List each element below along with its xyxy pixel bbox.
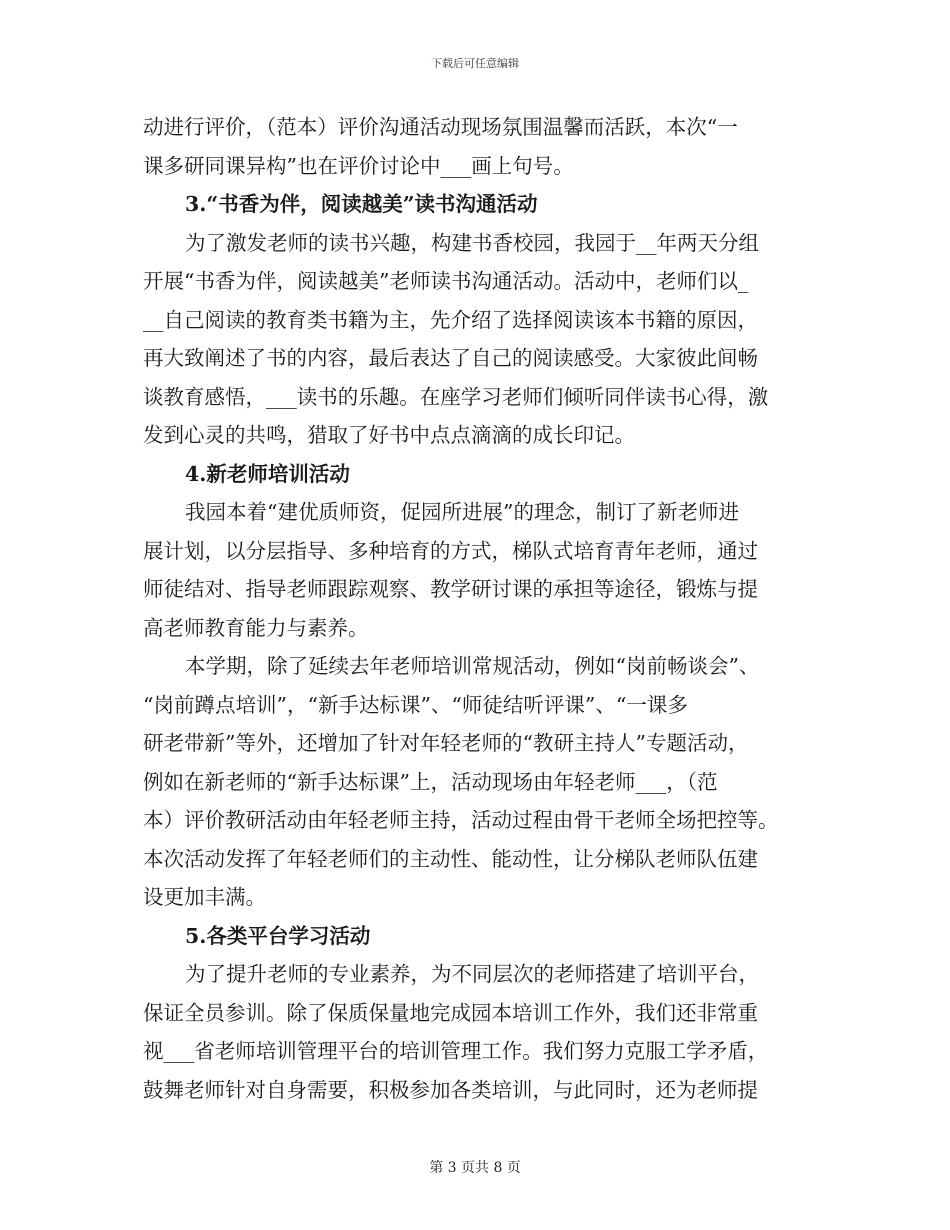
document-body: [143, 108, 809, 1109]
body-text-line: 为了激发老师的读书兴趣，构建书香校园，我园于__年两天分组: [185, 230, 759, 255]
body-text-line: 发到心灵的共鸣，猎取了好书中点点滴滴的成长印记。: [143, 423, 635, 447]
body-text-line: 开展“书香为伴，阅读越美”老师读书沟通活动。活动中，老师们以_: [143, 269, 749, 293]
page-header: 下载后可任意编辑: [431, 57, 519, 70]
body-text-line: 谈教育感悟，___读书的乐趣。在座学习老师们倾听同伴读书心得，激: [143, 384, 769, 409]
body-text-line: 保证全员参训。除了保质保量地完成园本培训工作外，我们还非常重: [143, 1000, 758, 1025]
body-text-line: 研老带新”等外，还增加了针对年轻老师的“教研主持人”专题活动，: [143, 731, 749, 755]
body-text-line: 本次活动发挥了年轻老师们的主动性、能动性，让分梯队老师队伍建: [143, 846, 758, 871]
body-text-line: 我园本着“建优质师资，促园所进展”的理念，制订了新老师进: [185, 500, 739, 524]
body-text-line: 鼓舞老师针对自身需要，积极参加各类培训，与此同时，还为老师提: [143, 1077, 758, 1102]
body-text-line: 课多研同课异构”也在评价讨论中___画上句号。: [143, 153, 574, 178]
body-text-line: 再大致阐述了书的内容，最后表达了自己的阅读感受。大家彼此间畅: [143, 346, 758, 370]
body-text-line: 为了提升老师的专业素养，为不同层次的老师搭建了培训平台，: [185, 962, 759, 986]
body-text-line: 展计划，以分层指导、多种培育的方式，梯队式培育青年老师，通过: [143, 538, 758, 563]
body-text-line: 视___省老师培训管理平台的培训管理工作。我们努力克服工学矛盾，: [143, 1039, 769, 1063]
body-text-line: 师徒结对、指导老师跟踪观察、教学研讨课的承担等途径，锻炼与提: [143, 577, 758, 601]
page-footer: 第 3 页共 8 页: [429, 1160, 521, 1176]
body-text-line: 高老师教育能力与素养。: [143, 615, 369, 640]
section-heading: 5.各类平台学习活动: [185, 923, 371, 948]
body-text-line: 本）评价教研活动由年轻老师主持，活动过程由骨干老师全场把控等。: [143, 808, 779, 832]
section-heading: 3.“书香为伴，阅读越美”读书沟通活动: [185, 192, 538, 216]
body-text-line: 设更加丰满。: [143, 885, 266, 909]
section-heading: 4.新老师培训活动: [185, 461, 350, 486]
body-text-line: __自己阅读的教育类书籍为主，先介绍了选择阅读该本书籍的原因，: [143, 307, 758, 332]
body-text-line: 动进行评价，（范本）评价沟通活动现场氛围温馨而活跃，本次“一: [143, 115, 738, 139]
body-text-line: “岗前蹲点培训”，“新手达标课”、“师徒结听评课”、“一课多: [143, 692, 688, 717]
body-text-line: 例如在新老师的“新手达标课”上，活动现场由年轻老师___，（范: [143, 769, 718, 794]
body-text-line: 本学期，除了延续去年老师培训常规活动，例如“岗前畅谈会”、: [185, 654, 760, 678]
